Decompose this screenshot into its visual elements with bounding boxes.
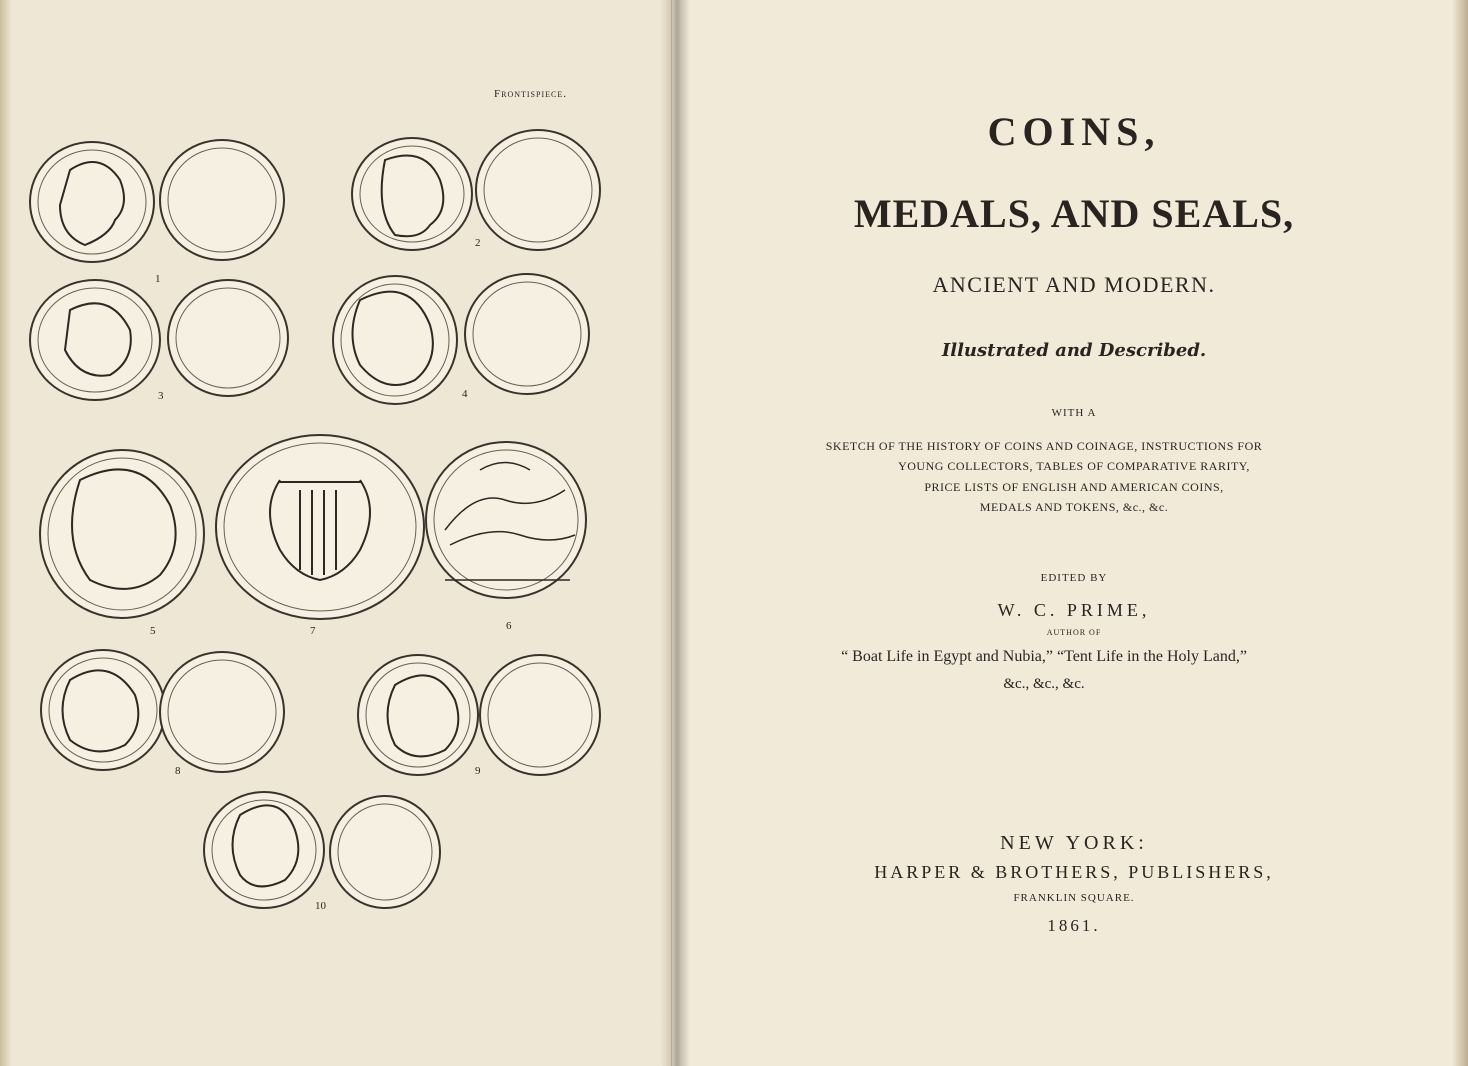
coin-illustrations [0, 0, 672, 1066]
coin-number: 7 [310, 625, 316, 637]
frontispiece-label: Frontispiece. [494, 88, 567, 100]
title-medals-seals: MEDALS, AND SEALS, [853, 191, 1295, 236]
coin-number: 3 [158, 390, 164, 402]
publisher-address: FRANKLIN SQUARE. [1013, 892, 1135, 904]
title-page [680, 0, 1468, 1066]
subtitle-illustrated: Illustrated and Described. [941, 340, 1207, 361]
coin-number: 9 [475, 765, 481, 777]
title-coins: COINS, [987, 109, 1161, 154]
page-edge [1452, 0, 1468, 1066]
title-ancient-modern: ANCIENT AND MODERN. [932, 272, 1216, 297]
book-gutter [660, 0, 690, 1066]
author-etc: &c., &c., &c. [1003, 676, 1085, 692]
coin-number: 6 [506, 620, 512, 632]
sketch-line: SKETCH OF THE HISTORY OF COINS AND COINAGE, INSTRUCTIONS FOR [825, 439, 1263, 453]
sketch-line: PRICE LISTS OF ENGLISH AND AMERICAN COINS, [924, 480, 1224, 494]
author-name: W. C. PRIME, [997, 600, 1151, 620]
publisher-city: NEW YORK: [1000, 832, 1148, 854]
coin-number: 4 [462, 388, 468, 400]
coin-number: 10 [315, 900, 326, 912]
author-works: “ Boat Life in Egypt and Nubia,” “Tent Life in the Holy Land,” [841, 648, 1247, 665]
publication-year: 1861. [1047, 916, 1101, 935]
publisher-name: HARPER & BROTHERS, PUBLISHERS, [874, 862, 1274, 882]
with-a-text: WITH A [1051, 407, 1097, 419]
coin-number: 2 [475, 237, 481, 249]
author-of-text: AUTHOR OF [1046, 628, 1102, 637]
edited-by-text: EDITED BY [1040, 572, 1108, 584]
sketch-line: MEDALS AND TOKENS, &c., &c. [979, 500, 1169, 514]
coin-number: 8 [175, 765, 181, 777]
sketch-line: YOUNG COLLECTORS, TABLES OF COMPARATIVE RARITY, [898, 459, 1250, 473]
coin-number: 5 [150, 625, 156, 637]
frontispiece-page [0, 0, 672, 1066]
coin-number: 1 [155, 273, 161, 285]
